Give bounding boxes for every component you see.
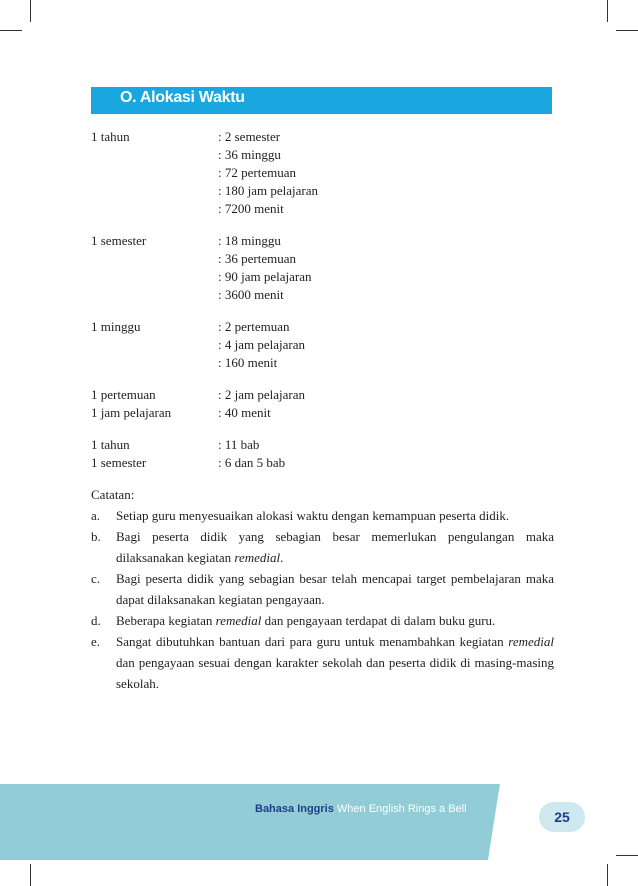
allocation-label: 1 minggu	[91, 319, 141, 334]
note-text	[116, 568, 554, 610]
note-text-part: .	[280, 550, 284, 565]
allocation-value: : 11 bab	[218, 437, 260, 452]
allocation-group	[91, 436, 561, 472]
allocation-row	[91, 318, 561, 336]
notes-heading: Catatan:	[91, 487, 135, 502]
footer-band	[0, 784, 638, 886]
allocation-row	[91, 128, 561, 146]
allocation-label: 1 pertemuan	[91, 387, 156, 402]
note-text	[116, 505, 554, 526]
note-text	[116, 526, 554, 568]
footer-book-title: Bahasa Inggris	[255, 803, 334, 815]
allocation-label	[91, 250, 218, 268]
note-text-part: dan pengayaan terdapat di dalam buku guru.	[261, 613, 496, 628]
note-item	[91, 631, 554, 694]
allocation-label	[91, 268, 218, 286]
section-title: O. Alokasi Waktu	[120, 89, 245, 106]
allocation-label: 1 jam pelajaran	[91, 405, 172, 420]
allocation-value: : 18 minggu	[218, 233, 281, 248]
note-letter: b.	[91, 529, 101, 544]
note-text-part: Setiap guru menyesuaikan alokasi waktu dengan kemampuan peserta didik.	[116, 508, 510, 523]
note-item	[91, 505, 554, 526]
note-item	[91, 568, 554, 610]
allocation-value: : 180 jam pelajaran	[218, 183, 318, 198]
note-text-part: Beberapa kegiatan	[116, 613, 216, 628]
allocation-value: : 2 pertemuan	[218, 319, 290, 334]
note-text-italic: remedial	[234, 550, 281, 565]
allocation-row	[91, 164, 561, 182]
allocation-label: 1 tahun	[91, 129, 130, 144]
allocation-label	[91, 336, 218, 354]
crop-mark-top-left-horizontal	[0, 30, 22, 31]
time-allocation-list	[91, 128, 561, 486]
allocation-row	[91, 436, 561, 454]
note-letter: c.	[91, 571, 101, 586]
note-text-part: Bagi peserta didik yang sebagian besar memerlukan pengulangan maka dilaksanakan kegiatan	[116, 529, 554, 565]
footer-book-subtitle: When English Rings a Bell	[336, 803, 467, 815]
allocation-row	[91, 182, 561, 200]
allocation-label	[91, 182, 218, 200]
note-item	[91, 610, 554, 631]
allocation-row	[91, 146, 561, 164]
allocation-label	[91, 146, 218, 164]
page-number-badge: 25	[539, 802, 585, 832]
note-text-part: dan pengayaan sesuai dengan karakter sekolah dan peserta didik di masing-masing sekolah.	[116, 655, 554, 691]
allocation-value: : 2 jam pelajaran	[218, 387, 305, 402]
allocation-label: 1 semester	[91, 233, 147, 248]
footer-book-info	[255, 803, 467, 815]
notes-section	[91, 484, 554, 694]
allocation-row	[91, 232, 561, 250]
note-text-part: Sangat dibutuhkan bantuan dari para guru untuk menambahkan kegiatan	[116, 634, 509, 649]
allocation-value: : 90 jam pelajaran	[218, 269, 312, 284]
allocation-row	[91, 404, 561, 422]
note-text-italic: remedial	[215, 613, 262, 628]
note-letter: e.	[91, 634, 101, 649]
allocation-value: : 40 menit	[218, 405, 271, 420]
note-item	[91, 526, 554, 568]
allocation-value: : 3600 menit	[218, 287, 284, 302]
allocation-row	[91, 354, 561, 372]
allocation-value: : 6 dan 5 bab	[218, 455, 286, 470]
note-letter: d.	[91, 613, 101, 628]
allocation-row	[91, 268, 561, 286]
allocation-label	[91, 286, 218, 304]
note-text-part: Bagi peserta didik yang sebagian besar telah mencapai target pembelajaran maka dapat dilaksanakan kegiatan pengayaan.	[116, 571, 554, 607]
note-text-italic: remedial	[508, 634, 554, 649]
allocation-value: : 4 jam pelajaran	[218, 337, 305, 352]
note-text	[116, 631, 554, 694]
crop-mark-top-right-horizontal	[616, 30, 638, 31]
crop-mark-top-left-vertical	[30, 0, 31, 22]
allocation-label: 1 tahun	[91, 437, 130, 452]
allocation-value: : 2 semester	[218, 129, 281, 144]
allocation-row	[91, 336, 561, 354]
note-letter: a.	[91, 508, 101, 523]
allocation-value: : 36 minggu	[218, 147, 281, 162]
allocation-row	[91, 200, 561, 218]
allocation-value: : 72 pertemuan	[218, 165, 296, 180]
allocation-row	[91, 250, 561, 268]
note-text	[116, 610, 554, 631]
allocation-row	[91, 454, 561, 472]
allocation-label	[91, 200, 218, 218]
notes-list	[91, 505, 554, 694]
allocation-group	[91, 232, 561, 304]
allocation-label: 1 semester	[91, 455, 147, 470]
allocation-group	[91, 128, 561, 218]
crop-mark-top-right-vertical	[607, 0, 608, 22]
allocation-value: : 7200 menit	[218, 201, 284, 216]
allocation-row	[91, 386, 561, 404]
allocation-row	[91, 286, 561, 304]
allocation-value: : 36 pertemuan	[218, 251, 296, 266]
allocation-label	[91, 354, 218, 372]
allocation-group	[91, 386, 561, 422]
allocation-value: : 160 menit	[218, 355, 278, 370]
allocation-group	[91, 318, 561, 372]
allocation-label	[91, 164, 218, 182]
